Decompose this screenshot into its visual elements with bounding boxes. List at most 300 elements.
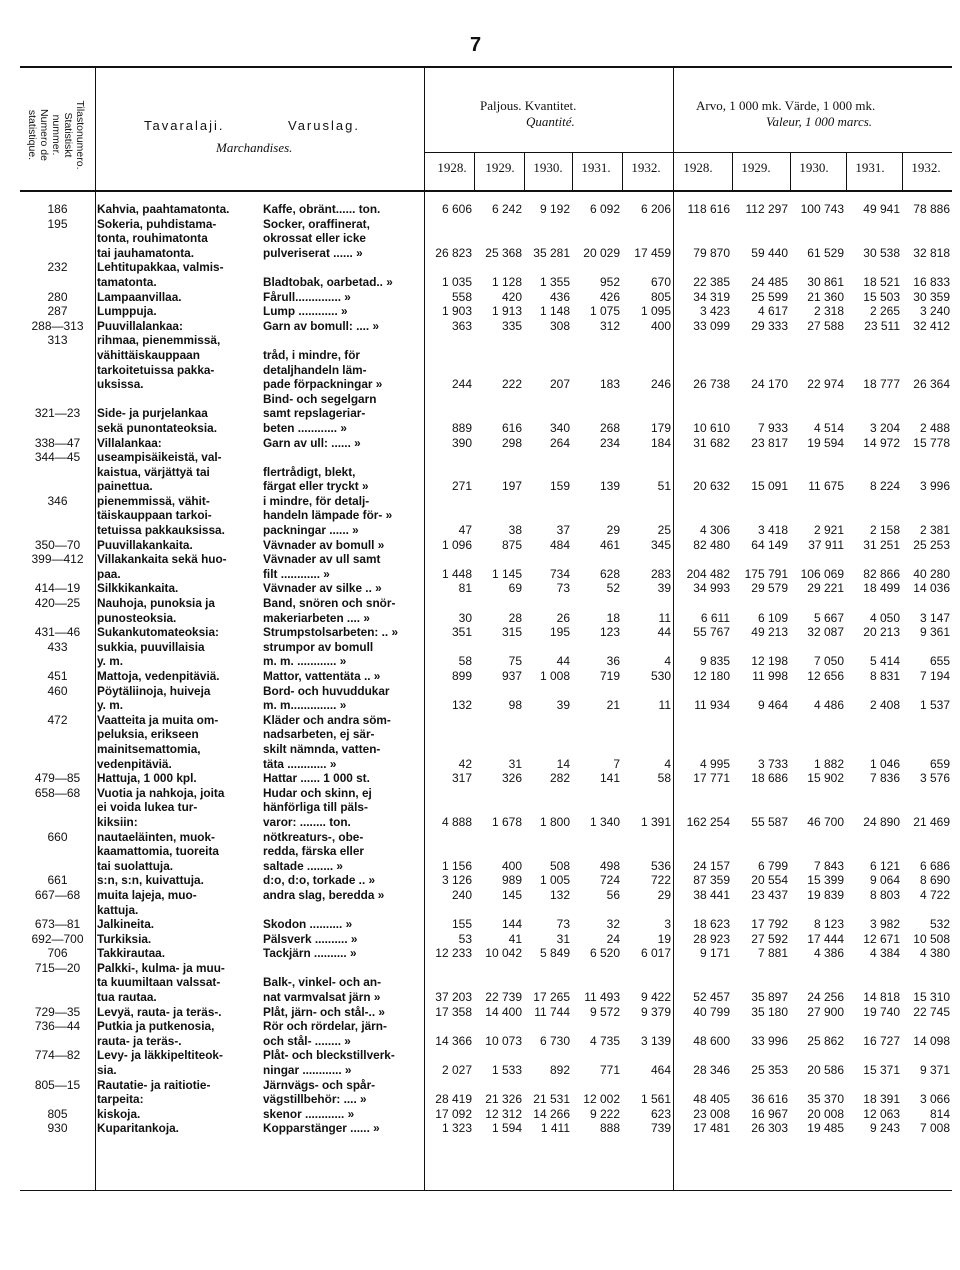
quantity-cell: 10 042 xyxy=(485,946,522,961)
quantity-cell: 22 739 xyxy=(485,990,522,1005)
row-finnish-name: Palkki-, kulma- ja muu- xyxy=(97,960,225,975)
quantity-cell: 141 xyxy=(599,771,620,786)
quantity-cell: 464 xyxy=(650,1063,671,1078)
row-code: 344—45 xyxy=(34,450,81,465)
table-row xyxy=(20,888,952,903)
value-cell xyxy=(846,348,902,363)
quantity-cell xyxy=(622,552,673,567)
row-swedish-name: Garn av bomull: .... » xyxy=(263,318,380,333)
quantity-cell: 21 326 xyxy=(485,1092,522,1107)
row-code: 431—46 xyxy=(34,625,81,640)
value-cell: 9 361 xyxy=(919,625,950,640)
value-cell: 6 799 xyxy=(757,858,788,873)
value-cell: 16 833 xyxy=(913,274,950,289)
value-cell xyxy=(673,465,732,480)
row-finnish-name: Pöytäliinoja, huiveja xyxy=(97,683,211,698)
value-cell: 38 441 xyxy=(693,887,730,902)
quantity-cell: 41 xyxy=(508,931,522,946)
value-cell xyxy=(846,640,902,655)
value-cell xyxy=(732,961,790,976)
quantity-cell: 30 xyxy=(458,610,472,625)
row-code: 232 xyxy=(47,260,68,275)
quantity-cell: 12 002 xyxy=(583,1092,620,1107)
value-cell: 4 995 xyxy=(699,756,730,771)
value-cell xyxy=(673,450,732,465)
row-code: 195 xyxy=(47,216,68,231)
row-swedish-name: tråd, i mindre, för xyxy=(263,347,361,362)
quantity-cell xyxy=(474,830,524,845)
value-cell xyxy=(902,450,952,465)
row-finnish-name: Levyä, rauta- ja teräs-. xyxy=(97,1004,222,1019)
table-row xyxy=(20,640,952,655)
value-cell xyxy=(790,800,846,815)
value-cell xyxy=(732,1048,790,1063)
value-cell xyxy=(846,231,902,246)
row-code xyxy=(20,275,95,290)
value-cell: 82 866 xyxy=(863,566,900,581)
row-finnish-name: ta kuumiltaan valssat- xyxy=(97,975,221,990)
value-cell xyxy=(673,961,732,976)
quantity-cell: 426 xyxy=(599,289,620,304)
value-cell: 118 616 xyxy=(687,202,730,216)
value-cell xyxy=(902,1019,952,1034)
quantity-cell: 1 391 xyxy=(640,814,671,829)
row-finnish-name: sia. xyxy=(97,1063,117,1078)
value-cell: 15 902 xyxy=(807,771,844,786)
quantity-cell xyxy=(622,800,673,815)
value-cell xyxy=(790,640,846,655)
value-cell xyxy=(732,800,790,815)
quantity-cell: 623 xyxy=(650,1106,671,1121)
value-cell xyxy=(902,903,952,918)
value-cell xyxy=(846,727,902,742)
value-cell xyxy=(902,844,952,859)
row-code: 658—68 xyxy=(34,785,81,800)
value-cell xyxy=(732,406,790,421)
quantity-cell: 9 192 xyxy=(539,202,570,216)
value-cell: 3 066 xyxy=(919,1092,950,1107)
value-cell: 3 147 xyxy=(919,610,950,625)
year-v-1930: 1930. xyxy=(799,160,829,175)
table-row xyxy=(20,1063,952,1078)
quantity-cell: 179 xyxy=(650,420,671,435)
row-swedish-name: Vävnader av bomull » xyxy=(263,537,385,552)
quantity-cell xyxy=(424,450,474,465)
row-finnish-name: kaistua, värjättyä tai xyxy=(97,464,210,479)
row-swedish-name: vägstillbehör: .... » xyxy=(263,1092,367,1107)
row-swedish-name: Vävnader av silke .. » xyxy=(263,581,382,596)
value-cell: 9 064 xyxy=(869,873,900,888)
year-v-1931: 1931. xyxy=(855,160,885,175)
row-finnish-name: tai jauhamatonta. xyxy=(97,245,195,260)
quantity-cell: 26 823 xyxy=(435,245,472,260)
value-cell: 59 440 xyxy=(751,245,788,260)
quantity-cell: 9 422 xyxy=(640,990,671,1005)
value-cell xyxy=(790,903,846,918)
quantity-cell: 989 xyxy=(501,873,522,888)
row-finnish-name: y. m. xyxy=(97,654,124,669)
quantity-cell: 771 xyxy=(599,1063,620,1078)
row-finnish-name: täiskauppaan tarkoi- xyxy=(97,508,212,523)
quantity-cell xyxy=(424,494,474,509)
quantity-cell: 1 561 xyxy=(640,1092,671,1107)
quantity-cell xyxy=(424,975,474,990)
row-code: 736—44 xyxy=(34,1019,81,1034)
value-cell xyxy=(673,727,732,742)
quantity-cell: 508 xyxy=(549,858,570,873)
value-cell: 9 835 xyxy=(699,654,730,669)
row-finnish-name: Putkia ja putkenosia, xyxy=(97,1019,215,1034)
row-finnish-name: tetuissa pakkauksissa. xyxy=(97,523,225,538)
value-cell: 25 599 xyxy=(751,289,788,304)
row-code xyxy=(20,348,95,363)
row-finnish-name: painettua. xyxy=(97,479,153,494)
value-cell xyxy=(902,742,952,757)
value-cell xyxy=(790,830,846,845)
quantity-cell: 24 xyxy=(606,931,620,946)
value-cell: 3 982 xyxy=(869,917,900,932)
quantity-cell xyxy=(524,684,572,699)
value-cell: 26 364 xyxy=(913,377,950,392)
quantity-cell xyxy=(424,786,474,801)
quantity-cell xyxy=(524,450,572,465)
quantity-cell xyxy=(424,465,474,480)
row-code: 479—85 xyxy=(34,771,81,786)
quantity-cell: 734 xyxy=(549,566,570,581)
row-finnish-name: ei voida lukea tur- xyxy=(97,800,198,815)
quantity-cell xyxy=(524,800,572,815)
value-cell xyxy=(673,260,732,275)
value-cell: 6 109 xyxy=(757,610,788,625)
row-swedish-name: m. m.............. » xyxy=(263,698,347,713)
table-row xyxy=(20,1092,952,1107)
quantity-cell: 283 xyxy=(650,566,671,581)
quantity-cell: 390 xyxy=(451,435,472,450)
row-finnish-name: tua rautaa. xyxy=(97,990,157,1005)
quantity-cell: 1 035 xyxy=(441,274,472,289)
quantity-cell: 98 xyxy=(508,698,522,713)
value-cell: 6 611 xyxy=(700,610,730,625)
value-cell xyxy=(790,1078,846,1093)
row-finnish-name: Turkiksia. xyxy=(97,931,152,946)
row-finnish-name: Puuvillalankaa: xyxy=(97,318,183,333)
sub-line-q1 xyxy=(474,152,475,190)
value-cell: 23 817 xyxy=(751,435,788,450)
row-swedish-name: hänförliga till päls- xyxy=(263,800,368,815)
value-cell xyxy=(790,742,846,757)
value-cell: 655 xyxy=(929,654,950,669)
quantity-cell: 75 xyxy=(508,654,522,669)
quantity-cell: 42 xyxy=(458,756,472,771)
value-cell: 64 149 xyxy=(751,537,788,552)
quantity-cell xyxy=(424,508,474,523)
value-cell xyxy=(673,231,732,246)
quantity-cell xyxy=(572,392,622,407)
row-finnish-name: Kahvia, paahtamatonta. xyxy=(97,202,230,216)
table-row xyxy=(20,917,952,932)
year-q-1929: 1929. xyxy=(485,160,515,175)
row-swedish-name: flertrådigt, blekt, xyxy=(263,464,356,479)
value-cell: 106 069 xyxy=(800,566,844,581)
table-row xyxy=(20,392,952,407)
row-code: 930 xyxy=(47,1121,68,1136)
value-cell: 6 686 xyxy=(919,858,950,873)
table-row xyxy=(20,494,952,509)
quantity-cell: 31 xyxy=(556,931,570,946)
quantity-cell: 17 459 xyxy=(634,245,671,260)
value-cell: 27 592 xyxy=(751,931,788,946)
quantity-cell: 298 xyxy=(501,435,522,450)
row-finnish-name: punosteoksia. xyxy=(97,610,177,625)
value-cell: 15 778 xyxy=(913,435,950,450)
quantity-cell xyxy=(572,260,622,275)
value-cell: 18 777 xyxy=(863,377,900,392)
quantity-cell: 670 xyxy=(650,274,671,289)
value-cell: 32 412 xyxy=(913,318,950,333)
value-cell: 49 213 xyxy=(751,625,788,640)
value-cell: 20 632 xyxy=(693,479,730,494)
row-swedish-name: täta ............ » xyxy=(263,756,337,771)
value-cell: 25 862 xyxy=(807,1033,844,1048)
quantity-cell xyxy=(572,903,622,918)
value-cell xyxy=(846,903,902,918)
row-swedish-name: pade förpackningar » xyxy=(263,377,383,392)
quantity-cell: 899 xyxy=(451,669,472,683)
quantity-cell: 1 355 xyxy=(539,274,570,289)
value-cell: 11 998 xyxy=(752,669,788,683)
quantity-cell: 889 xyxy=(451,420,472,435)
year-q-1932: 1932. xyxy=(631,160,661,175)
value-cell: 23 511 xyxy=(864,318,900,333)
value-cell xyxy=(673,494,732,509)
value-cell xyxy=(846,260,902,275)
value-cell xyxy=(732,508,790,523)
quantity-cell xyxy=(424,1019,474,1034)
quantity-cell xyxy=(424,640,474,655)
quantity-cell xyxy=(622,260,673,275)
row-swedish-name: Pälsverk .......... » xyxy=(263,931,358,946)
quantity-cell: 32 xyxy=(606,917,620,932)
quantity-cell xyxy=(622,903,673,918)
table-row xyxy=(20,421,952,436)
quantity-cell xyxy=(622,786,673,801)
row-code: 692—700 xyxy=(31,931,84,946)
row-swedish-name: Mattor, vattentäta .. » xyxy=(263,669,381,683)
row-code: 451 xyxy=(47,669,68,683)
quantity-cell: 3 xyxy=(664,917,671,932)
value-cell: 19 485 xyxy=(807,1121,844,1136)
quantity-cell xyxy=(572,465,622,480)
sub-line-v2 xyxy=(790,152,791,190)
value-cell xyxy=(673,742,732,757)
quantity-cell: 805 xyxy=(650,289,671,304)
value-cell: 37 911 xyxy=(808,537,844,552)
value-cell: 12 656 xyxy=(807,669,844,683)
value-cell xyxy=(732,727,790,742)
row-finnish-name: kiksiin: xyxy=(97,814,138,829)
value-cell xyxy=(673,713,732,728)
value-cell: 21 469 xyxy=(913,814,950,829)
table-row xyxy=(20,873,952,888)
value-cell: 15 371 xyxy=(863,1063,900,1078)
value-cell xyxy=(846,217,902,232)
value-cell: 78 886 xyxy=(913,202,950,216)
quantity-cell: 937 xyxy=(501,669,522,683)
table-row xyxy=(20,581,952,596)
quantity-cell: 892 xyxy=(549,1063,570,1078)
quantity-cell: 155 xyxy=(451,917,472,932)
row-swedish-name: Kaffe, obränt...... ton. xyxy=(263,202,381,216)
value-cell xyxy=(846,392,902,407)
value-cell xyxy=(732,596,790,611)
quantity-cell xyxy=(524,260,572,275)
quantity-cell xyxy=(474,975,524,990)
quantity-cell xyxy=(572,1078,622,1093)
row-finnish-name: mainitsemattomia, xyxy=(97,741,201,756)
quantity-cell xyxy=(424,596,474,611)
value-cell xyxy=(732,392,790,407)
value-cell: 6 121 xyxy=(869,858,900,873)
row-finnish-name: tarkoitetuissa pakka- xyxy=(97,362,215,377)
row-code: 280 xyxy=(47,289,68,304)
value-cell: 9 243 xyxy=(869,1121,900,1136)
table-row xyxy=(20,990,952,1005)
quantity-cell: 56 xyxy=(606,887,620,902)
quantity-cell xyxy=(572,494,622,509)
row-swedish-name: d:o, d:o, torkade .. » xyxy=(263,873,376,888)
page-number: 7 xyxy=(470,34,482,56)
value-cell: 25 353 xyxy=(751,1063,788,1078)
quantity-cell: 1 008 xyxy=(539,669,570,683)
quantity-cell xyxy=(622,1019,673,1034)
quantity-cell: 400 xyxy=(501,858,522,873)
value-cell: 2 408 xyxy=(869,698,900,713)
row-finnish-name: Lehtitupakkaa, valmis- xyxy=(97,260,224,275)
value-cell: 4 380 xyxy=(919,946,950,961)
quantity-cell xyxy=(524,231,572,246)
value-cell: 2 318 xyxy=(813,304,844,319)
quantity-cell xyxy=(424,1078,474,1093)
row-swedish-name: Plåt, järn- och stål-.. » xyxy=(263,1004,385,1019)
header-bottom-rule xyxy=(20,190,952,192)
value-cell xyxy=(902,333,952,348)
value-cell xyxy=(902,596,952,611)
row-finnish-name: nautaeläinten, muok- xyxy=(97,829,215,844)
value-cell: 32 087 xyxy=(807,625,844,640)
quantity-cell: 132 xyxy=(549,887,570,902)
quantity-cell xyxy=(572,450,622,465)
value-cell: 15 091 xyxy=(751,479,788,494)
quantity-cell xyxy=(474,596,524,611)
quantity-cell: 21 531 xyxy=(533,1092,570,1107)
quantity-cell: 39 xyxy=(556,698,570,713)
value-cell xyxy=(673,975,732,990)
row-code xyxy=(20,567,95,582)
quantity-cell: 335 xyxy=(501,318,522,333)
quantity-cell: 246 xyxy=(650,377,671,392)
value-cell xyxy=(790,684,846,699)
table-row xyxy=(20,727,952,742)
value-cell xyxy=(846,406,902,421)
quantity-cell: 363 xyxy=(451,318,472,333)
value-cell xyxy=(673,217,732,232)
quantity-cell: 2 027 xyxy=(441,1063,472,1078)
value-cell xyxy=(846,844,902,859)
table-row xyxy=(20,1048,952,1063)
row-finnish-name: Vuotia ja nahkoja, joita xyxy=(97,785,225,800)
value-cell: 2 265 xyxy=(869,304,900,319)
quantity-cell: 12 312 xyxy=(485,1106,522,1121)
value-cell xyxy=(846,494,902,509)
value-cell xyxy=(732,333,790,348)
quantity-cell: 722 xyxy=(650,873,671,888)
row-finnish-name: sekä punontateoksia. xyxy=(97,420,217,435)
value-cell xyxy=(790,217,846,232)
table-row xyxy=(20,830,952,845)
value-cell: 12 063 xyxy=(863,1106,900,1121)
quantity-cell xyxy=(572,363,622,378)
quantity-cell: 536 xyxy=(650,858,671,873)
row-finnish-name: vähittäiskauppaan xyxy=(97,347,200,362)
value-cell: 2 381 xyxy=(919,523,950,538)
value-cell: 24 890 xyxy=(863,814,900,829)
row-code: 433 xyxy=(47,639,68,654)
quantity-cell xyxy=(622,231,673,246)
row-finnish-name: Vaatteita ja muita om- xyxy=(97,712,219,727)
value-cell xyxy=(790,465,846,480)
quantity-cell: 308 xyxy=(549,318,570,333)
value-cell: 4 722 xyxy=(919,887,950,902)
value-cell: 31 682 xyxy=(693,435,730,450)
value-cell xyxy=(732,786,790,801)
row-finnish-name: kattuja. xyxy=(97,902,139,917)
value-cell: 24 170 xyxy=(751,377,788,392)
quantity-cell xyxy=(572,844,622,859)
quantity-cell: 6 242 xyxy=(491,202,522,216)
quantity-cell: 558 xyxy=(451,289,472,304)
quantity-cell xyxy=(524,1019,572,1034)
value-cell: 16 727 xyxy=(863,1033,900,1048)
quantity-cell xyxy=(622,596,673,611)
quantity-cell xyxy=(524,508,572,523)
quantity-cell xyxy=(622,406,673,421)
quantity-cell xyxy=(622,363,673,378)
value-cell xyxy=(902,830,952,845)
quantity-cell: 207 xyxy=(549,377,570,392)
quantity-cell xyxy=(424,552,474,567)
row-code: 420—25 xyxy=(34,596,81,611)
quantity-cell xyxy=(474,217,524,232)
value-cell xyxy=(902,552,952,567)
quantity-cell: 420 xyxy=(501,289,522,304)
table-row xyxy=(20,406,952,421)
row-code xyxy=(20,611,95,626)
quantity-cell xyxy=(572,333,622,348)
value-cell: 1 882 xyxy=(813,756,844,771)
quantity-cell xyxy=(622,961,673,976)
value-cell: 18 391 xyxy=(863,1092,900,1107)
quantity-cell: 14 xyxy=(556,756,570,771)
value-cell xyxy=(732,494,790,509)
value-cell: 4 384 xyxy=(869,946,900,961)
value-cell: 15 399 xyxy=(807,873,844,888)
table-row xyxy=(20,217,952,232)
quantity-cell xyxy=(474,1078,524,1093)
row-code: 321—23 xyxy=(34,406,81,421)
row-finnish-name: Nauhoja, punoksia ja xyxy=(97,596,215,611)
value-cell: 9 371 xyxy=(919,1063,950,1078)
value-cell: 7 933 xyxy=(757,420,788,435)
